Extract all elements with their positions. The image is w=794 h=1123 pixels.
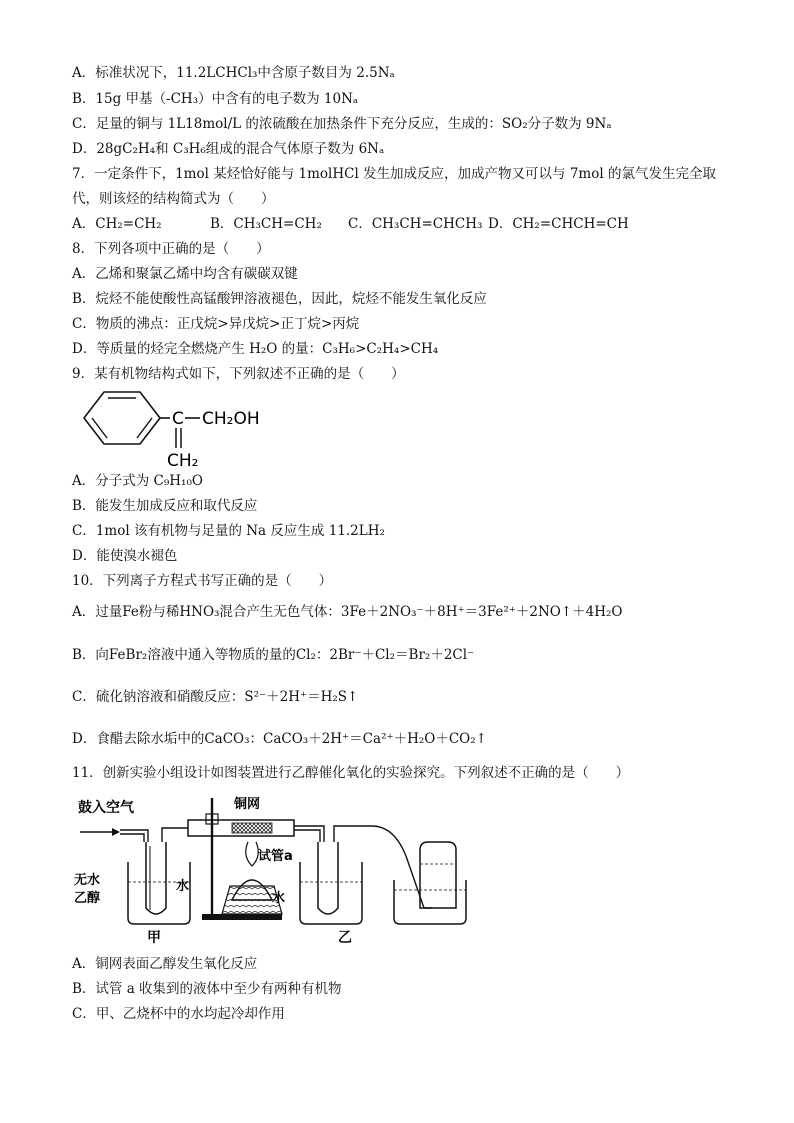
fig-yi-label: 乙 — [338, 930, 352, 946]
tube-to-a — [294, 826, 324, 842]
q7-option-b: B．CH₃CH=CH₂ — [210, 216, 322, 232]
q8-option-c: C．物质的沸点：正戊烷>异戊烷>正丁烷>丙烷 — [72, 316, 360, 332]
q10-option-a: A．过量Fe粉与稀HNO₃混合产生无色气体：3Fe＋2NO₃⁻＋8H⁺＝3Fe²⁺＋2NO↑＋4H₂O — [72, 604, 623, 620]
fig-copper-label: 铜网 — [234, 797, 261, 812]
q9-stem: 9．某有机物结构式如下，下列叙述不正确的是（ ） — [72, 366, 405, 382]
struct-ch2-label: CH₂ — [167, 451, 199, 470]
q10-option-b: B．向FeBr₂溶液中通入等物质的量的Cl₂：2Br⁻＋Cl₂＝Br₂＋2Cl⁻ — [72, 647, 475, 663]
q9-structure-diagram — [74, 384, 284, 470]
q9-option-c: C．1mol 该有机物与足量的 Na 反应生成 11.2LH₂ — [72, 523, 385, 539]
q6-option-a: A．标准状况下，11.2LCHCl₃中含原子数目为 2.5Nₐ — [72, 65, 395, 81]
q6-option-d: D．28gC₂H₄和 C₃H₆组成的混合气体原子数为 6Nₐ — [72, 141, 385, 157]
q11-option-b: B．试管 a 收集到的液体中至少有两种有机物 — [72, 981, 342, 997]
fig-water-jia-label: 水 — [176, 879, 190, 894]
q7-option-d: D．CH₂=CHCH=CH — [488, 216, 629, 232]
collecting-bottle — [420, 842, 456, 908]
tube-jia — [146, 842, 166, 914]
q6-option-b: B．15g 甲基（-CH₃）中含有的电子数为 10Nₐ — [72, 91, 359, 107]
q8-option-a: A．乙烯和聚氯乙烯中均含有碳碳双键 — [72, 266, 298, 282]
copper-mesh — [232, 823, 272, 833]
ring-double-bond-2 — [137, 418, 152, 438]
air-tube — [120, 830, 148, 842]
benzene-ring — [84, 392, 160, 444]
q11-option-c: C．甲、乙烧杯中的水均起冷却作用 — [72, 1006, 285, 1022]
struct-ch2oh-label: CH₂OH — [202, 409, 260, 429]
beaker-yi — [300, 862, 362, 924]
fig-air-label: 鼓入空气 — [78, 800, 134, 816]
q8-stem: 8．下列各项中正确的是（ ） — [72, 241, 270, 257]
q7-stem-line2: 代，则该烃的结构简式为（ ） — [72, 191, 275, 207]
q11-option-a: A．铜网表面乙醇发生氧化反应 — [72, 956, 258, 972]
water-trough — [394, 880, 466, 924]
q11-stem: 11．创新实验小组设计如图装置进行乙醇催化氧化的实验探究。下列叙述不正确的是（ ） — [72, 765, 630, 781]
flame-icon — [246, 842, 259, 866]
air-arrow-head — [112, 828, 120, 836]
q9-option-b: B．能发生加成反应和取代反应 — [72, 498, 258, 514]
q9-option-d: D．能使溴水褪色 — [72, 548, 178, 564]
ring-double-bond-3 — [92, 418, 107, 438]
gas-outlet-tube — [334, 826, 432, 908]
q7-option-a: A．CH₂=CH₂ — [72, 216, 162, 232]
stand-base — [202, 914, 282, 920]
q10-option-d: D．食醋去除水垢中的CaCO₃：CaCO₃＋2H⁺＝Ca²⁺＋H₂O＋CO₂↑ — [72, 731, 487, 747]
q6-option-c: C．足量的铜与 1L18mol/L 的浓硫酸在加热条件下充分反应，生成的：SO₂分子数为 9Nₐ — [72, 116, 612, 132]
fig-ethanol-line1: 无水 — [74, 873, 101, 888]
q11-apparatus-diagram — [72, 790, 472, 950]
q8-option-b: B．烷烃不能使酸性高锰酸钾溶液褪色，因此，烷烃不能发生氧化反应 — [72, 291, 487, 307]
jia-outlet-tube — [162, 828, 188, 842]
struct-c-label: C — [172, 409, 184, 429]
q10-option-c: C．硫化钠溶液和硝酸反应：S²⁻＋2H⁺＝H₂S↑ — [72, 689, 359, 705]
q9-option-a: A．分子式为 C₉H₁₀O — [72, 473, 203, 489]
q8-option-d: D．等质量的烃完全燃烧产生 H₂O 的量：C₃H₆>C₂H₄>CH₄ — [72, 341, 439, 357]
fig-ethanol-line2: 乙醇 — [74, 891, 101, 906]
q7-options — [72, 214, 754, 234]
q10-stem: 10．下列离子方程式书写正确的是（ ） — [72, 573, 333, 589]
fig-jia-label: 甲 — [147, 930, 161, 946]
fig-water-yi-label: 水 — [272, 891, 286, 906]
tube-a — [318, 842, 338, 914]
fig-tube-a-label: 试管a — [258, 849, 293, 864]
q7-stem-line1: 7．一定条件下，1mol 某烃恰好能与 1molHCl 发生加成反应，加成产物又可以与 7mol 的氯气发生完全取 — [72, 166, 716, 182]
q7-option-c: C．CH₃CH=CHCH₃ — [348, 216, 483, 232]
